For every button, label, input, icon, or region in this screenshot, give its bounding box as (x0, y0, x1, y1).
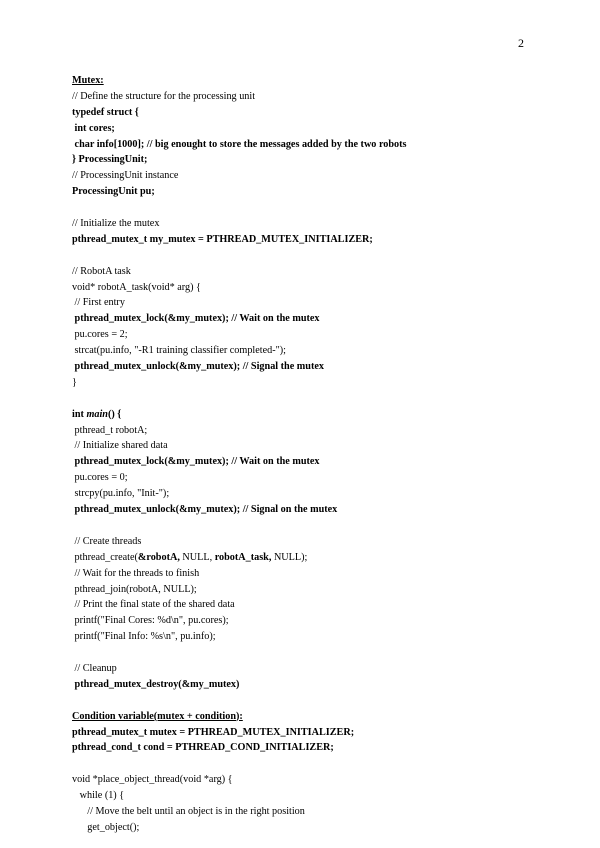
code-line: pthread_mutex_lock(&my_mutex); // Wait on the mutex (72, 456, 320, 468)
code-comment: // ProcessingUnit instance (72, 170, 179, 182)
code-line: pthread_cond_t cond = PTHREAD_COND_INITIALIZER; (72, 742, 334, 754)
code-line: pthread_mutex_unlock(&my_mutex); // Signal on the mutex (72, 504, 338, 516)
code-line: int main() { (72, 408, 122, 420)
code-comment: // Wait for the threads to finish (72, 567, 200, 579)
code-line: void *place_object_thread(void *arg) { (72, 774, 233, 786)
code-line: pthread_mutex_t my_mutex = PTHREAD_MUTEX_INITIALIZER; (72, 233, 373, 245)
code-comment: // Create threads (72, 535, 142, 547)
code-line: pthread_mutex_unlock(&my_mutex); // Signal the mutex (72, 361, 324, 373)
code-line: pthread_join(robotA, NULL); (72, 583, 197, 595)
code-line: pu.cores = 0; (72, 472, 128, 484)
code-line: } (72, 376, 77, 388)
code-line: printf("Final Cores: %d\n", pu.cores); (72, 615, 229, 627)
code-comment: // Initialize the mutex (72, 218, 160, 230)
code-line: get_object(); (72, 821, 140, 833)
code-comment: // Cleanup (72, 662, 117, 674)
code-line: int cores; (72, 122, 115, 134)
code-line: pthread_mutex_lock(&my_mutex); // Wait on the mutex (72, 313, 320, 325)
code-comment: // Define the structure for the processing unit (72, 90, 256, 102)
code-line: } ProcessingUnit; (72, 154, 148, 166)
code-line: printf("Final Info: %s\n", pu.info); (72, 631, 216, 643)
code-line: ProcessingUnit pu; (72, 186, 155, 198)
section-heading-condition-variable: Condition variable(mutex + condition): (72, 710, 243, 722)
code-line: while (1) { (72, 790, 125, 802)
section-heading-mutex: Mutex: (72, 75, 104, 86)
code-comment: // RobotA task (72, 265, 131, 277)
code-line: strcpy(pu.info, "Init-"); (72, 488, 170, 500)
page-number: 2 (518, 36, 524, 50)
code-line: pthread_create(&robotA, NULL, robotA_task, NULL); (72, 551, 308, 563)
code-line: char info[1000]; // big enought to store the messages added by the two robots (72, 138, 407, 150)
code-line: pthread_mutex_destroy(&my_mutex) (72, 678, 240, 690)
code-line: pthread_t robotA; (72, 424, 148, 436)
code-comment: // Move the belt until an object is in the right position (72, 805, 305, 817)
document-body (72, 73, 542, 836)
code-line: void* robotA_task(void* arg) { (72, 281, 201, 293)
code-comment: // First entry (72, 297, 125, 309)
code-line: pthread_mutex_t mutex = PTHREAD_MUTEX_INITIALIZER; (72, 726, 355, 738)
code-comment: // Print the final state of the shared data (72, 599, 235, 611)
code-comment: // Initialize shared data (72, 440, 168, 452)
code-line: pu.cores = 2; (72, 329, 128, 341)
code-line: strcat(pu.info, "-R1 training classifier completed-"); (72, 345, 286, 357)
code-line: typedef struct { (72, 106, 139, 118)
